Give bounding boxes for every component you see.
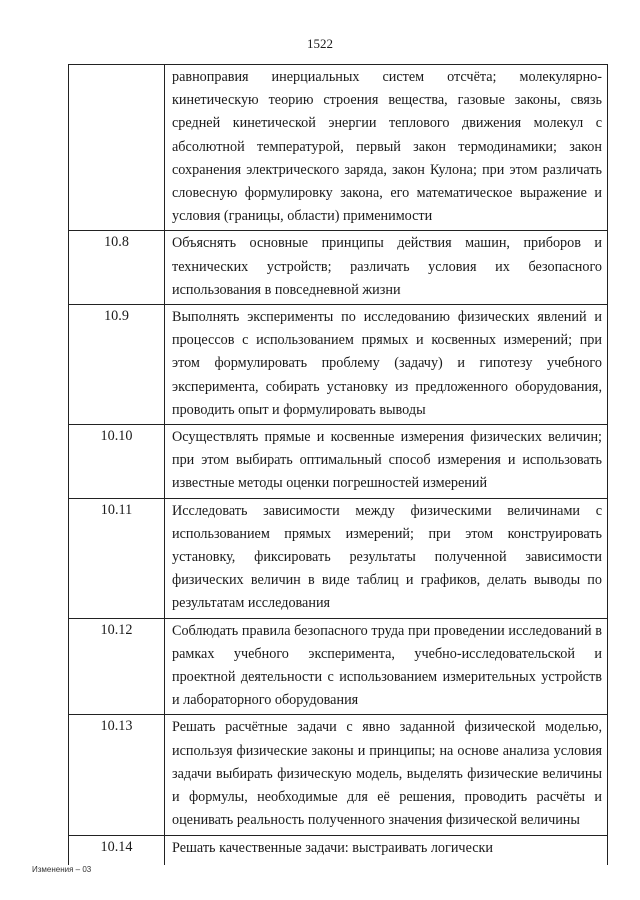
table-row (69, 65, 608, 231)
row-text: Осуществлять прямые и косвенные измерения физических величин; при этом выбирать оптимальный способ измерения и использовать известные методы оценки погрешностей измерений (165, 425, 608, 499)
table-row (69, 498, 608, 618)
table-row (69, 618, 608, 715)
page-number: 1522 (307, 36, 333, 51)
row-number: 10.9 (69, 305, 165, 425)
page-footer: Изменения – 03 (32, 865, 92, 874)
table-row (69, 835, 608, 865)
row-text: Исследовать зависимости между физическими величинами с использованием прямых измерений; при этом конструировать установку, фиксировать результаты полученной зависимости физических величин в виде таблиц и графиков, делать выводы по результатам исследования (165, 498, 608, 618)
row-number (69, 65, 165, 231)
table-row (69, 305, 608, 425)
table-row (69, 425, 608, 499)
row-number: 10.8 (69, 231, 165, 305)
row-number: 10.13 (69, 715, 165, 835)
requirements-table (68, 64, 608, 865)
row-text: Решать качественные задачи: выстраивать логически (165, 835, 608, 865)
row-number: 10.12 (69, 618, 165, 715)
table-row (69, 715, 608, 835)
row-number: 10.10 (69, 425, 165, 499)
row-text: Решать расчётные задачи с явно заданной физической моделью, используя физические законы и принципы; на основе анализа условия задачи выбирать физическую модель, выделять физические величины и формулы, необходимые для её решения, проводить расчёты и оценивать реальность полученного значения физической величины (165, 715, 608, 835)
row-number: 10.11 (69, 498, 165, 618)
row-text: равноправия инерциальных систем отсчёта; молекулярно-кинетическую теорию строения вещества, газовые законы, связь средней кинетической энергии теплового движения молекул с абсолютной температурой, первый закон термодинамики; закон сохранения электрического заряда, закон Кулона; при этом различать словесную формулировку закона, его математическое выражение и условия (границы, области) применимости (165, 65, 608, 231)
row-text: Выполнять эксперименты по исследованию физических явлений и процессов с использованием прямых и косвенных измерений; при этом формулировать проблему (задачу) и гипотезу учебного эксперимента, собирать установку из предложенного оборудования, проводить опыт и формулировать выводы (165, 305, 608, 425)
row-text: Соблюдать правила безопасного труда при проведении исследований в рамках учебного эксперимента, учебно-исследовательской и проектной деятельности с использованием измерительных устройств и лабораторного оборудования (165, 618, 608, 715)
row-number: 10.14 (69, 835, 165, 865)
table-row (69, 231, 608, 305)
row-text: Объяснять основные принципы действия машин, приборов и технических устройств; различать условия их безопасного использования в повседневной жизни (165, 231, 608, 305)
